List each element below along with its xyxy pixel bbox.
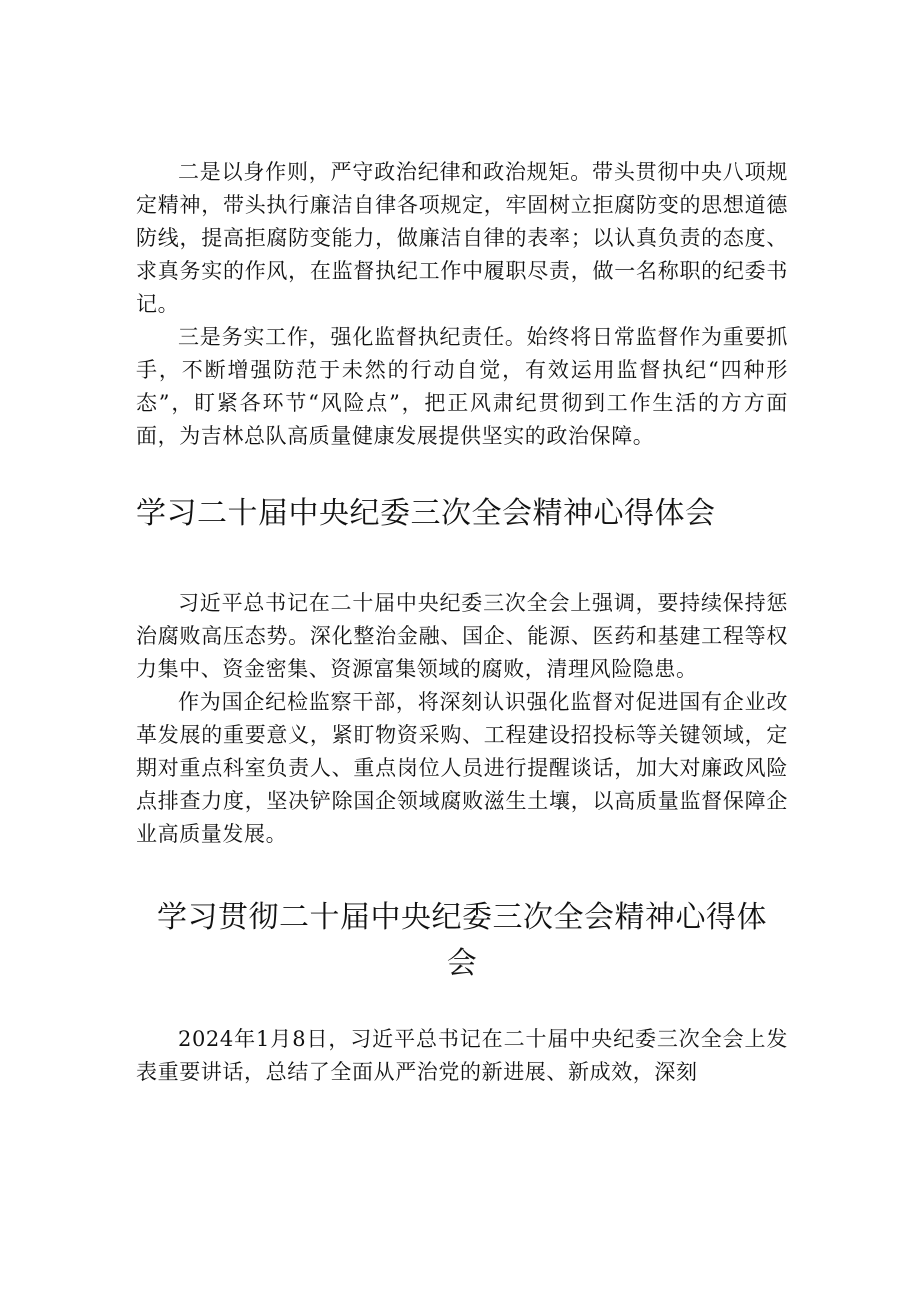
body-paragraph: 2024年1月8日，习近平总书记在二十届中央纪委三次全会上发表重要讲话，总结了全面从严治党的新进展、新成效，深刻 — [136, 1027, 788, 1084]
section-implementation-notes — [136, 1023, 788, 1089]
section-title: 学习贯彻二十届中央纪委三次全会精神心得体会 — [157, 900, 767, 981]
body-paragraph: 习近平总书记在二十届中央纪委三次全会上强调，要持续保持惩治腐败高压态势。深化整治金融、国企、能源、医药和基建工程等权力集中、资金密集、资源富集领域的腐败，清理风险隐患。 — [136, 591, 788, 681]
section-title: 学习二十届中央纪委三次全会精神心得体会 — [136, 496, 716, 531]
body-paragraph: 二是以身作则，严守政治纪律和政治规矩。带头贯彻中央八项规定精神，带头执行廉洁自律各项规定，牢固树立拒腐防变的思想道德防线，提高拒腐防变能力，做廉洁自律的表率；以认真负责的态度、求真务实的作风，在监督执纪工作中履职尽责，做一名称职的纪委书记。 — [136, 160, 788, 316]
document-page — [136, 156, 788, 1089]
body-paragraph: 三是务实工作，强化监督执纪责任。始终将日常监督作为重要抓手，不断增强防范于未然的行动自觉，有效运用监督执纪“四种形态”，盯紧各环节“风险点”，把正风肃纪贯彻到工作生活的方方面面，为吉林总队高质量健康发展提供坚实的政治保障。 — [136, 325, 788, 448]
body-paragraph: 作为国企纪检监察干部，将深刻认识强化监督对促进国有企业改革发展的重要意义，紧盯物资采购、工程建设招投标等关键领域，定期对重点科室负责人、重点岗位人员进行提醒谈话，加大对廉政风险点排查力度，坚决铲除国企领域腐败滋生土壤，以高质量监督保障企业高质量发展。 — [136, 690, 788, 846]
section-study-notes — [136, 587, 788, 851]
section-discipline-duties — [136, 156, 788, 453]
